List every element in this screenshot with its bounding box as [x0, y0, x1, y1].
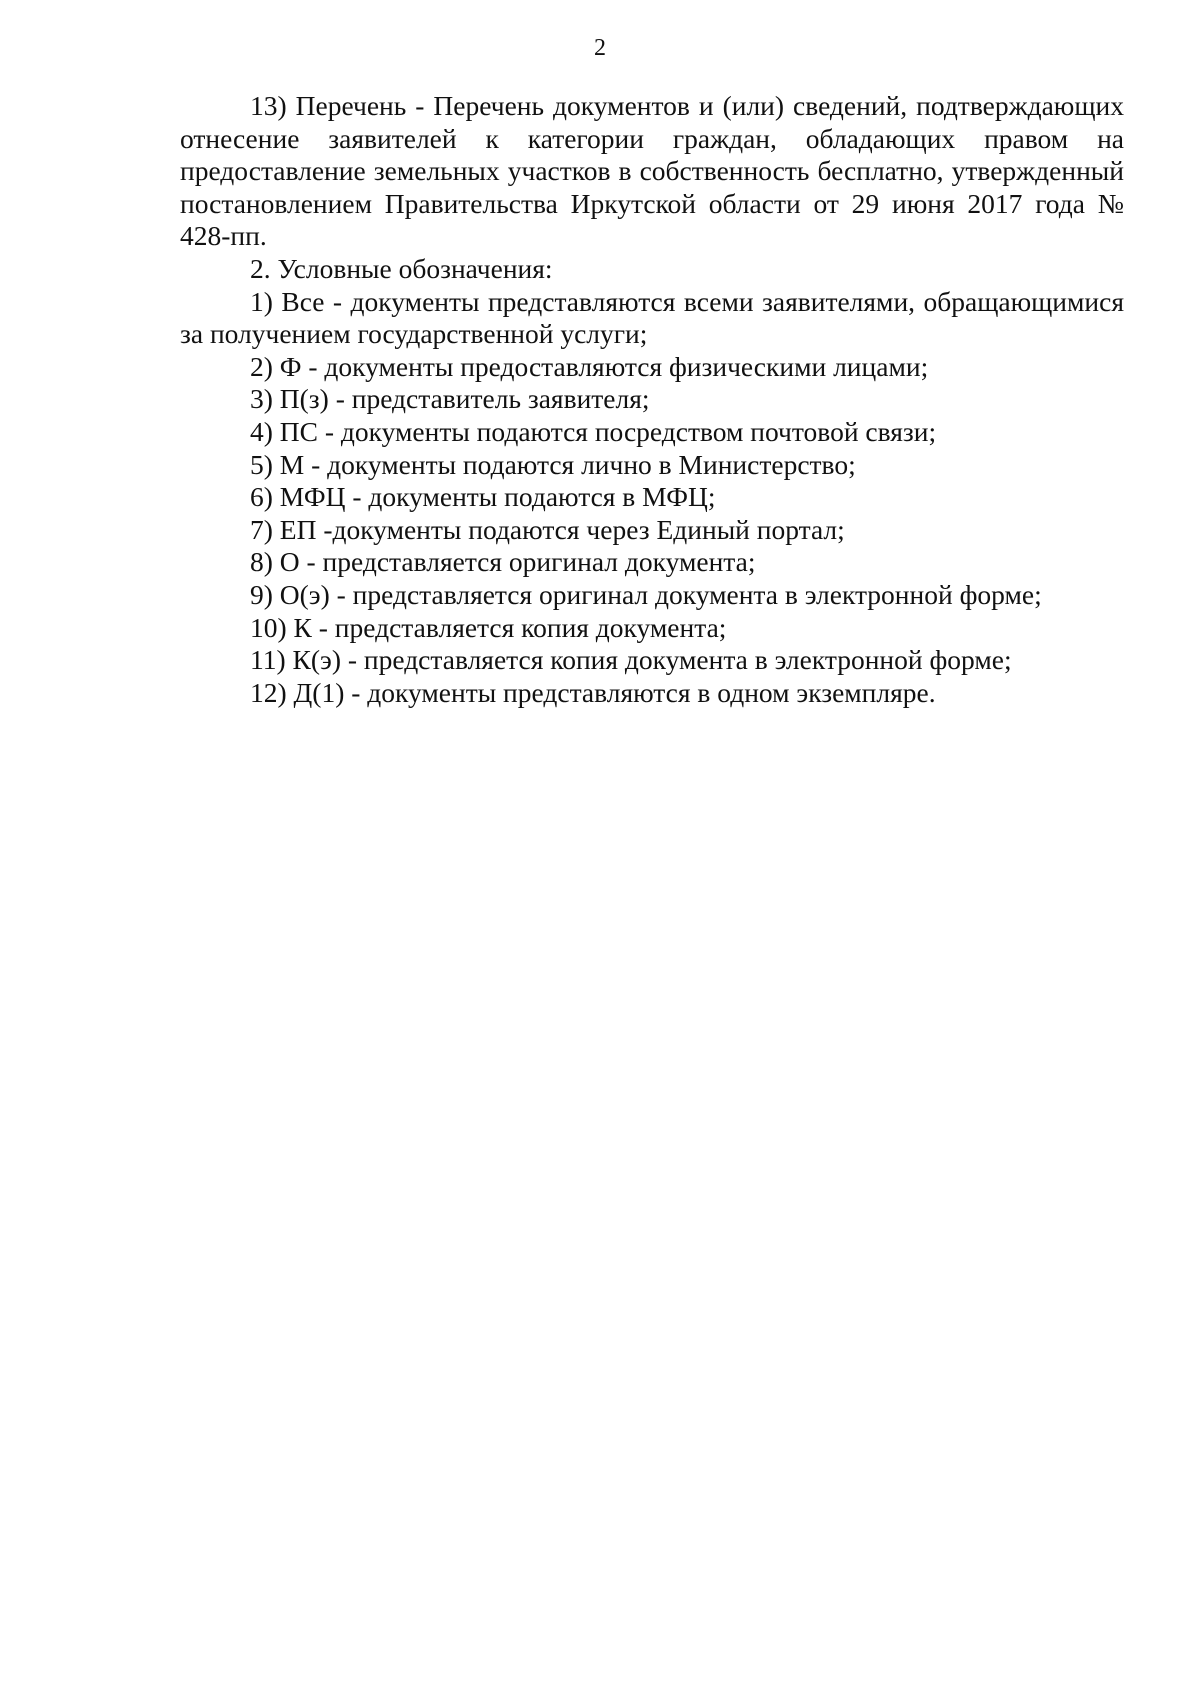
legend-item: 8) О - представляется оригинал документа; — [250, 546, 756, 578]
paragraph-13: 13) Перечень - Перечень документов и (или) сведений, подтверждающих отнесение заявителей к категории граждан, обладающих правом на предоставление земельных участков в собственность бесплатно, утвержденный постановлением Правительства Иркутской области от 29 июня 2017 года № 428-пп. — [180, 90, 1124, 252]
legend-item: 9) О(э) - представляется оригинал документа в электронной форме; — [250, 578, 1042, 610]
legend-item: 4) ПС - документы подаются посредством почтовой связи; — [250, 415, 937, 447]
legend-item: 12) Д(1) - документы представляются в одном экземпляре. — [250, 676, 936, 708]
legend-item: 10) К - представляется копия документа; — [250, 611, 727, 643]
section-2-heading: 2. Условные обозначения: — [250, 252, 553, 284]
page-number: 2 — [594, 35, 606, 61]
legend-item-1: 1) Все - документы представляются всеми заявителями, обращающимися за получением государственной услуги; — [180, 285, 1124, 350]
legend-item: 5) М - документы подаются лично в Министерство; — [250, 448, 856, 480]
legend-item: 7) ЕП -документы подаются через Единый портал; — [250, 513, 845, 545]
document-body — [180, 90, 1124, 709]
legend-item: 11) К(э) - представляется копия документа в электронной форме; — [250, 644, 1012, 676]
legend-item: 6) МФЦ - документы подаются в МФЦ; — [250, 481, 716, 513]
legend-item: 2) Ф - документы предоставляются физическими лицами; — [250, 350, 929, 382]
legend-item: 3) П(з) - представитель заявителя; — [250, 383, 650, 415]
